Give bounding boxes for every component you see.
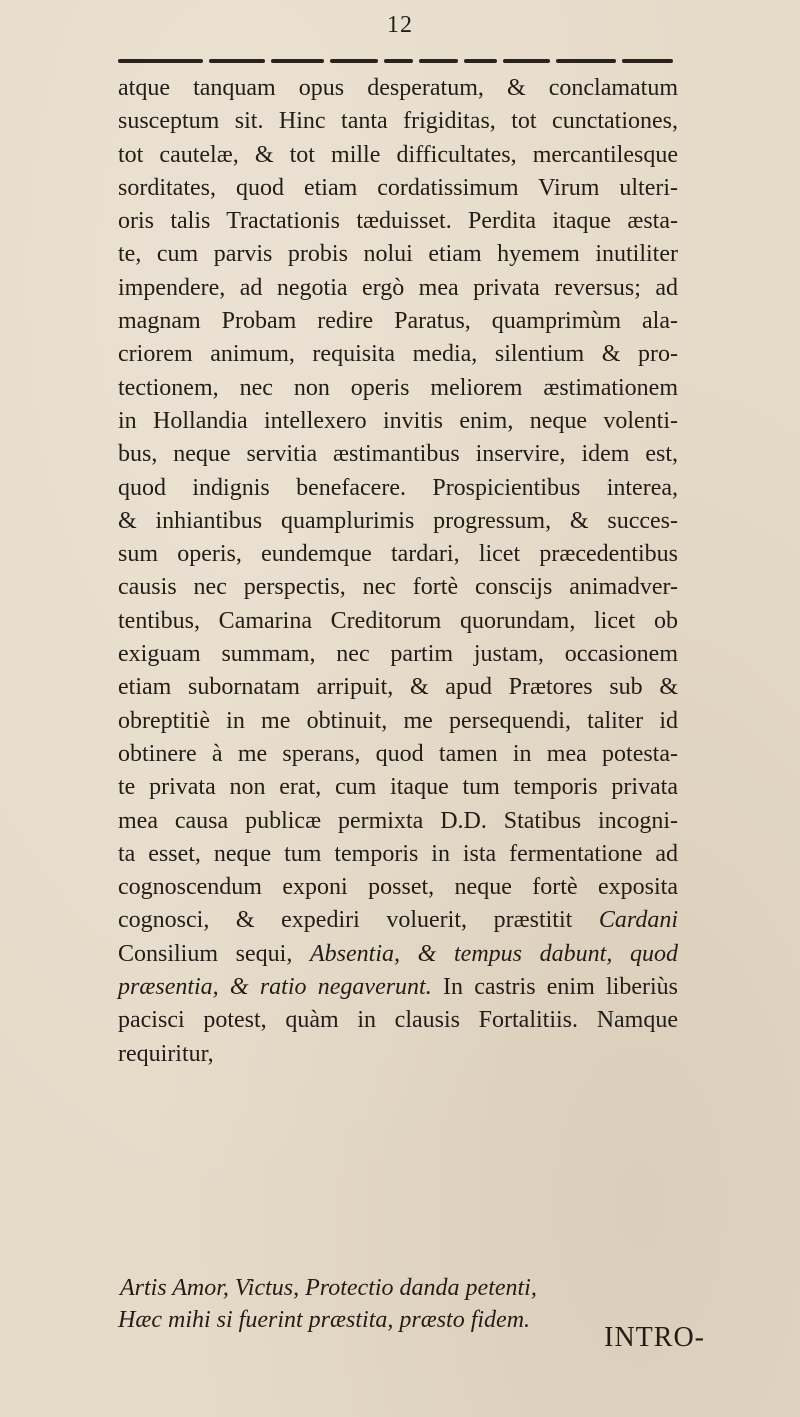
line-text: obreptitiè in me obtinuit, me persequendi, taliter id <box>118 707 678 734</box>
line-text: te, cum parvis probis nolui etiam hyemem inutiliter <box>118 241 678 268</box>
text-line <box>118 838 678 871</box>
text-line <box>118 538 678 571</box>
text-line <box>118 438 678 471</box>
text-line <box>118 938 678 971</box>
text-line <box>118 871 678 904</box>
text-line <box>118 405 678 438</box>
ornamental-rule <box>118 55 673 67</box>
text-line <box>118 305 678 338</box>
line-text: exiguam summam, nec partim justam, occasionem <box>118 641 678 668</box>
line-text: tectionem, nec non operis meliorem æstimationem <box>118 374 678 401</box>
text-line <box>118 1038 678 1071</box>
text-line <box>118 738 678 771</box>
text-line <box>118 205 678 238</box>
line-text: susceptum sit. Hinc tanta frigiditas, tot cunctationes, <box>118 108 678 135</box>
text-line <box>118 571 678 604</box>
text-line <box>118 1004 678 1037</box>
text-line <box>118 904 678 937</box>
text-line <box>118 671 678 704</box>
line-text: quod indignis benefacere. Prospicientibus interea, <box>118 474 678 501</box>
line-text: tentibus, Camarina Creditorum quorundam, licet ob <box>118 607 678 634</box>
italic-text: Absentia, & tempus dabunt, quod <box>310 940 678 967</box>
line-text: tot cautelæ, & tot mille difficultates, mercantilesque <box>118 141 678 168</box>
text-line <box>118 505 678 538</box>
text-line <box>118 805 678 838</box>
text-line <box>118 605 678 638</box>
line-text: sum operis, eundemque tardari, licet præcedentibus <box>118 541 678 568</box>
italic-text: Cardani <box>598 907 678 934</box>
text-line <box>118 238 678 271</box>
text-line <box>118 139 678 172</box>
verse-line: Hæc mihi si fuerint præstita, præsto fidem. <box>118 1307 531 1333</box>
line-text: te privata non erat, cum itaque tum temporis privata <box>118 774 678 801</box>
catchword: INTRO- <box>604 1322 705 1353</box>
text-line <box>118 638 678 671</box>
text-line <box>118 105 678 138</box>
line-text: obtinere à me sperans, quod tamen in mea potesta- <box>118 740 678 767</box>
line-text: magnam Probam redire Paratus, quamprimùm ala- <box>118 308 678 335</box>
text-line <box>118 705 678 738</box>
line-text: causis nec perspectis, nec fortè conscijs animadver- <box>118 574 678 601</box>
line-text: mea causa publicæ permixta D.D. Statibus incogni- <box>118 807 678 834</box>
line-text: in Hollandia intellexero invitis enim, neque volenti- <box>118 407 678 434</box>
line-text: In castris enim liberiùs <box>431 974 679 1001</box>
line-text: cognosci, & expediri voluerit, præstitit <box>118 907 599 934</box>
line-text: sorditates, quod etiam cordatissimum Virum ulteri- <box>118 174 678 201</box>
line-text: atque tanquam opus desperatum, & conclamatum <box>118 75 678 101</box>
line-text: & inhiantibus quamplurimis progressum, & succes- <box>118 507 678 534</box>
line-text: etiam subornatam arripuit, & apud Prætores sub & <box>118 674 678 701</box>
line-text: cognoscendum exponi posset, neque fortè exposita <box>118 874 678 901</box>
body-text <box>118 72 678 1071</box>
italic-text: præsentia, & ratio negaverunt. <box>118 974 432 1001</box>
line-text: pacisci potest, quàm in clausis Fortalitiis. Namque <box>118 1007 678 1034</box>
text-line <box>118 172 678 205</box>
text-line <box>118 971 678 1004</box>
line-text: impendere, ad negotia ergò mea privata reversus; ad <box>118 274 678 301</box>
line-text: Consilium sequi, <box>118 940 311 967</box>
line-text: bus, neque servitia æstimantibus inservire, idem est, <box>118 441 678 468</box>
text-line <box>118 372 678 405</box>
text-line <box>118 472 678 505</box>
page-number: 12 <box>387 12 413 38</box>
text-line <box>118 272 678 305</box>
line-text: oris talis Tractationis tæduisset. Perdita itaque æsta- <box>118 208 678 235</box>
verse-quotation <box>118 1272 678 1336</box>
text-line <box>118 338 678 371</box>
text-line <box>118 72 678 105</box>
line-text: criorem animum, requisita media, silentium & pro- <box>118 341 678 368</box>
text-line <box>118 771 678 804</box>
verse-line: Artis Amor, Victus, Protectio danda petenti, <box>120 1275 537 1301</box>
line-text: requiritur, <box>118 1040 214 1067</box>
line-text: ta esset, neque tum temporis in ista fermentatione ad <box>118 840 678 867</box>
